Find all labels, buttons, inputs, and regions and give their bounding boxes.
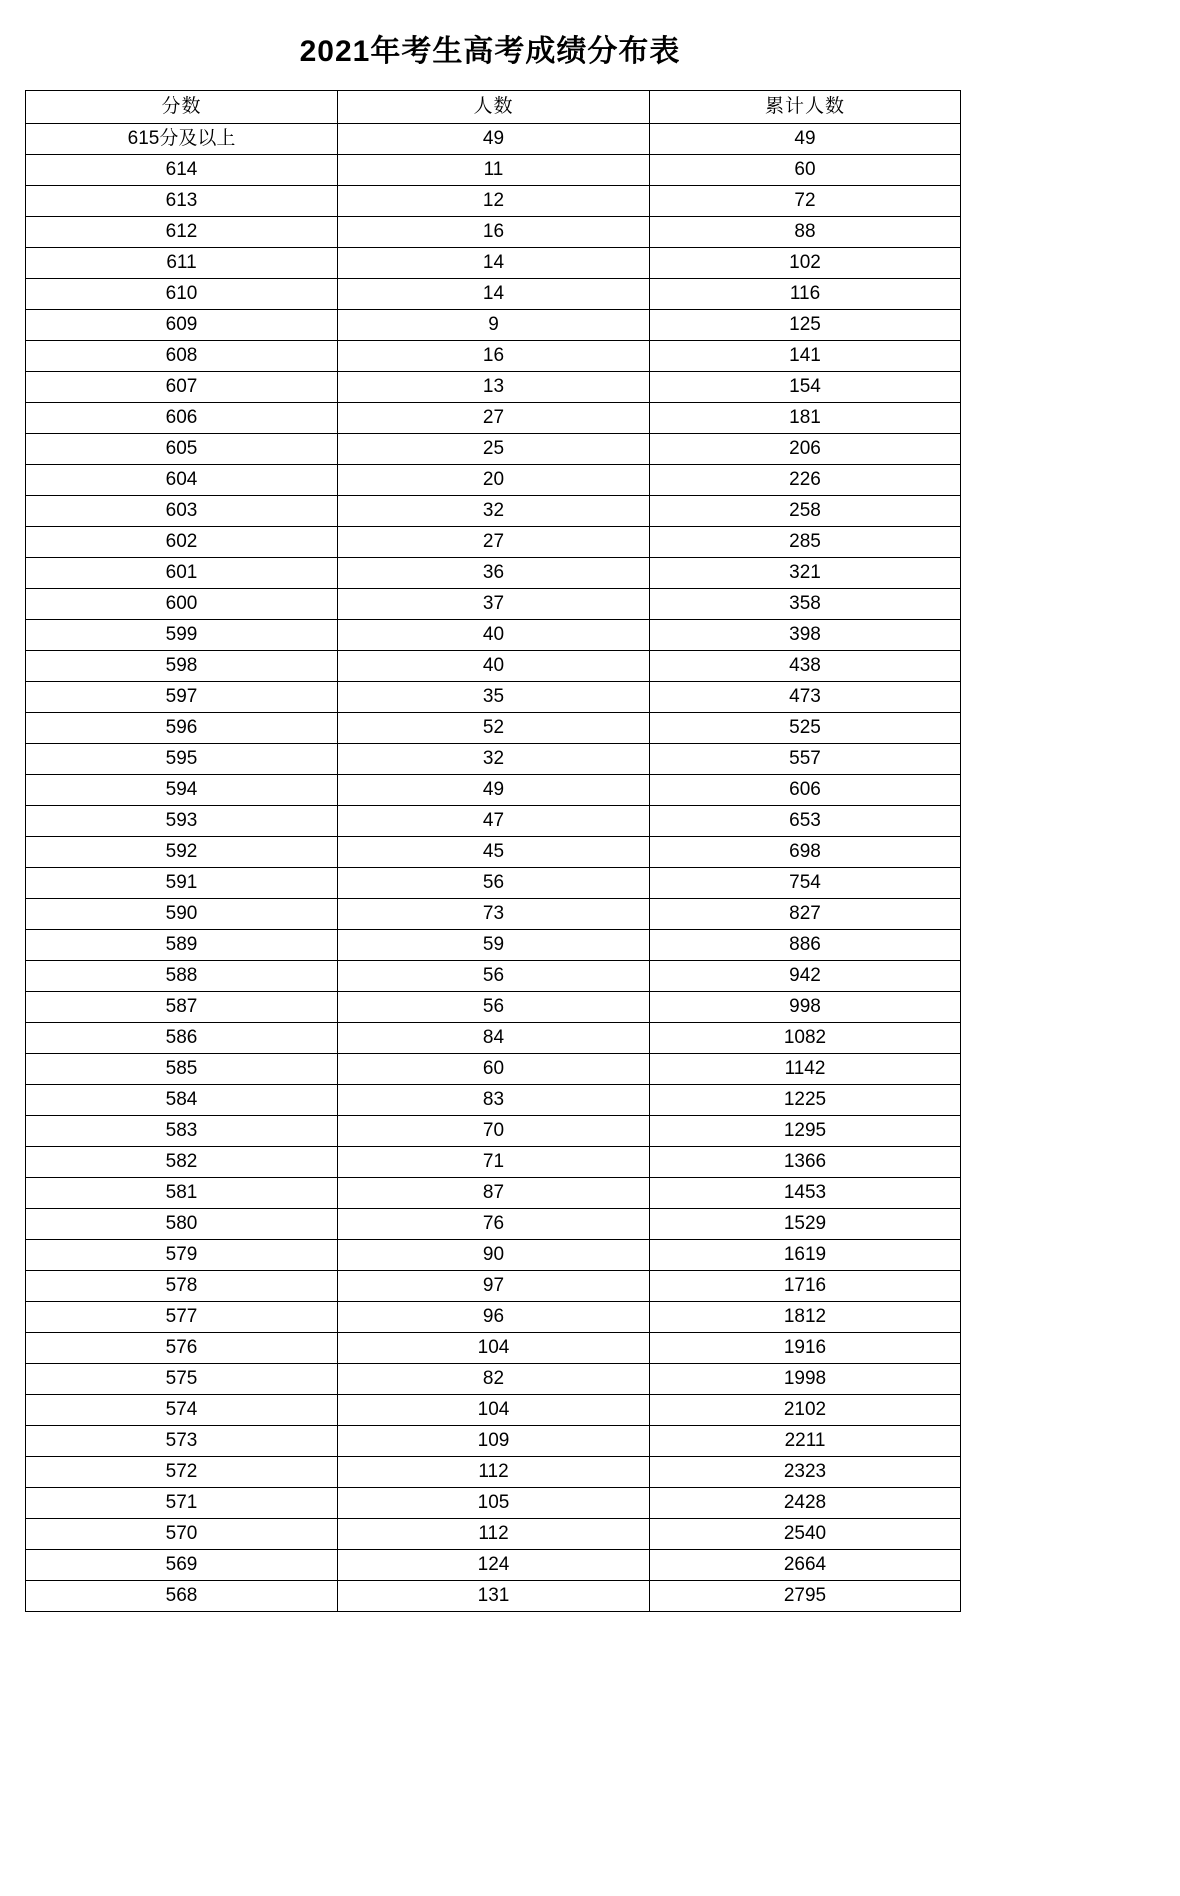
table-row — [26, 1147, 961, 1178]
table-row — [26, 1302, 961, 1333]
score-cell: 585 — [26, 1054, 338, 1085]
score-cell: 579 — [26, 1240, 338, 1271]
table-row — [26, 806, 961, 837]
table-row — [26, 434, 961, 465]
cumulative-cell: 438 — [650, 651, 961, 682]
table-row — [26, 868, 961, 899]
score-cell: 581 — [26, 1178, 338, 1209]
cumulative-cell: 1225 — [650, 1085, 961, 1116]
score-cell: 600 — [26, 589, 338, 620]
cumulative-cell: 285 — [650, 527, 961, 558]
table-row — [26, 930, 961, 961]
table-row — [26, 899, 961, 930]
cumulative-cell: 154 — [650, 372, 961, 403]
cumulative-cell: 1529 — [650, 1209, 961, 1240]
table-row — [26, 713, 961, 744]
score-cell: 610 — [26, 279, 338, 310]
table-body — [26, 124, 961, 1612]
table-row — [26, 310, 961, 341]
cumulative-cell: 321 — [650, 558, 961, 589]
column-header-score: 分数 — [26, 91, 338, 124]
count-cell: 56 — [338, 961, 650, 992]
table-row — [26, 155, 961, 186]
count-cell: 104 — [338, 1395, 650, 1426]
cumulative-cell: 1916 — [650, 1333, 961, 1364]
count-cell: 87 — [338, 1178, 650, 1209]
cumulative-cell: 473 — [650, 682, 961, 713]
count-cell: 71 — [338, 1147, 650, 1178]
score-cell: 609 — [26, 310, 338, 341]
cumulative-cell: 2102 — [650, 1395, 961, 1426]
count-cell: 36 — [338, 558, 650, 589]
cumulative-cell: 2540 — [650, 1519, 961, 1550]
score-cell: 597 — [26, 682, 338, 713]
count-cell: 16 — [338, 341, 650, 372]
count-cell: 13 — [338, 372, 650, 403]
count-cell: 56 — [338, 868, 650, 899]
table-row — [26, 341, 961, 372]
score-cell: 593 — [26, 806, 338, 837]
table-row — [26, 1550, 961, 1581]
table-row — [26, 651, 961, 682]
table-row — [26, 1364, 961, 1395]
count-cell: 52 — [338, 713, 650, 744]
column-header-cumulative: 累计人数 — [650, 91, 961, 124]
cumulative-cell: 827 — [650, 899, 961, 930]
table-row — [26, 682, 961, 713]
score-cell: 614 — [26, 155, 338, 186]
count-cell: 49 — [338, 775, 650, 806]
count-cell: 97 — [338, 1271, 650, 1302]
cumulative-cell: 72 — [650, 186, 961, 217]
score-cell: 588 — [26, 961, 338, 992]
table-row — [26, 248, 961, 279]
score-cell: 587 — [26, 992, 338, 1023]
cumulative-cell: 1812 — [650, 1302, 961, 1333]
table-row — [26, 124, 961, 155]
count-cell: 11 — [338, 155, 650, 186]
table-row — [26, 217, 961, 248]
count-cell: 104 — [338, 1333, 650, 1364]
score-cell: 572 — [26, 1457, 338, 1488]
count-cell: 59 — [338, 930, 650, 961]
count-cell: 124 — [338, 1550, 650, 1581]
score-cell: 602 — [26, 527, 338, 558]
table-row — [26, 620, 961, 651]
count-cell: 112 — [338, 1519, 650, 1550]
table-row — [26, 589, 961, 620]
score-cell: 578 — [26, 1271, 338, 1302]
table-row — [26, 558, 961, 589]
count-cell: 40 — [338, 620, 650, 651]
count-cell: 60 — [338, 1054, 650, 1085]
count-cell: 14 — [338, 279, 650, 310]
cumulative-cell: 998 — [650, 992, 961, 1023]
score-cell: 612 — [26, 217, 338, 248]
score-cell: 573 — [26, 1426, 338, 1457]
table-row — [26, 1519, 961, 1550]
table-row — [26, 1457, 961, 1488]
table-row — [26, 1426, 961, 1457]
cumulative-cell: 698 — [650, 837, 961, 868]
cumulative-cell: 557 — [650, 744, 961, 775]
table-row — [26, 1085, 961, 1116]
table-row — [26, 1395, 961, 1426]
count-cell: 32 — [338, 496, 650, 527]
cumulative-cell: 1295 — [650, 1116, 961, 1147]
cumulative-cell: 1716 — [650, 1271, 961, 1302]
cumulative-cell: 1998 — [650, 1364, 961, 1395]
column-header-count: 人数 — [338, 91, 650, 124]
score-cell: 599 — [26, 620, 338, 651]
cumulative-cell: 141 — [650, 341, 961, 372]
score-cell: 582 — [26, 1147, 338, 1178]
cumulative-cell: 226 — [650, 465, 961, 496]
score-cell: 611 — [26, 248, 338, 279]
table-row — [26, 1240, 961, 1271]
score-cell: 576 — [26, 1333, 338, 1364]
cumulative-cell: 398 — [650, 620, 961, 651]
cumulative-cell: 1142 — [650, 1054, 961, 1085]
cumulative-cell: 125 — [650, 310, 961, 341]
score-cell: 615分及以上 — [26, 124, 338, 155]
cumulative-cell: 60 — [650, 155, 961, 186]
score-cell: 569 — [26, 1550, 338, 1581]
score-cell: 605 — [26, 434, 338, 465]
cumulative-cell: 358 — [650, 589, 961, 620]
table-row — [26, 1116, 961, 1147]
score-cell: 583 — [26, 1116, 338, 1147]
cumulative-cell: 1366 — [650, 1147, 961, 1178]
count-cell: 96 — [338, 1302, 650, 1333]
table-row — [26, 1023, 961, 1054]
score-cell: 608 — [26, 341, 338, 372]
score-cell: 613 — [26, 186, 338, 217]
count-cell: 16 — [338, 217, 650, 248]
score-cell: 589 — [26, 930, 338, 961]
cumulative-cell: 181 — [650, 403, 961, 434]
score-cell: 595 — [26, 744, 338, 775]
count-cell: 109 — [338, 1426, 650, 1457]
score-cell: 577 — [26, 1302, 338, 1333]
table-row — [26, 527, 961, 558]
table-container — [0, 90, 980, 1612]
cumulative-cell: 1453 — [650, 1178, 961, 1209]
page-title: 2021年考生高考成绩分布表 — [299, 35, 681, 68]
table-row — [26, 992, 961, 1023]
score-cell: 598 — [26, 651, 338, 682]
table-row — [26, 1271, 961, 1302]
count-cell: 83 — [338, 1085, 650, 1116]
table-row — [26, 496, 961, 527]
cumulative-cell: 2428 — [650, 1488, 961, 1519]
cumulative-cell: 2664 — [650, 1550, 961, 1581]
score-cell: 568 — [26, 1581, 338, 1612]
count-cell: 37 — [338, 589, 650, 620]
cumulative-cell: 2323 — [650, 1457, 961, 1488]
score-cell: 604 — [26, 465, 338, 496]
cumulative-cell: 606 — [650, 775, 961, 806]
table-row — [26, 1209, 961, 1240]
score-cell: 592 — [26, 837, 338, 868]
count-cell: 25 — [338, 434, 650, 465]
cumulative-cell: 886 — [650, 930, 961, 961]
table-row — [26, 1054, 961, 1085]
score-cell: 574 — [26, 1395, 338, 1426]
score-cell: 601 — [26, 558, 338, 589]
cumulative-cell: 49 — [650, 124, 961, 155]
count-cell: 47 — [338, 806, 650, 837]
count-cell: 73 — [338, 899, 650, 930]
count-cell: 112 — [338, 1457, 650, 1488]
score-distribution-table — [25, 90, 961, 1612]
count-cell: 70 — [338, 1116, 650, 1147]
cumulative-cell: 942 — [650, 961, 961, 992]
cumulative-cell: 258 — [650, 496, 961, 527]
cumulative-cell: 88 — [650, 217, 961, 248]
score-cell: 596 — [26, 713, 338, 744]
table-row — [26, 279, 961, 310]
table-row — [26, 186, 961, 217]
score-cell: 603 — [26, 496, 338, 527]
count-cell: 105 — [338, 1488, 650, 1519]
count-cell: 27 — [338, 403, 650, 434]
cumulative-cell: 116 — [650, 279, 961, 310]
cumulative-cell: 1082 — [650, 1023, 961, 1054]
table-row — [26, 1178, 961, 1209]
table-row — [26, 961, 961, 992]
score-cell: 590 — [26, 899, 338, 930]
score-cell: 591 — [26, 868, 338, 899]
count-cell: 12 — [338, 186, 650, 217]
cumulative-cell: 525 — [650, 713, 961, 744]
count-cell: 9 — [338, 310, 650, 341]
count-cell: 27 — [338, 527, 650, 558]
count-cell: 35 — [338, 682, 650, 713]
score-cell: 584 — [26, 1085, 338, 1116]
cumulative-cell: 653 — [650, 806, 961, 837]
count-cell: 84 — [338, 1023, 650, 1054]
table-row — [26, 1581, 961, 1612]
table-row — [26, 744, 961, 775]
score-cell: 575 — [26, 1364, 338, 1395]
count-cell: 14 — [338, 248, 650, 279]
table-row — [26, 1488, 961, 1519]
cumulative-cell: 2211 — [650, 1426, 961, 1457]
count-cell: 76 — [338, 1209, 650, 1240]
count-cell: 49 — [338, 124, 650, 155]
table-header-row — [26, 91, 961, 124]
count-cell: 20 — [338, 465, 650, 496]
cumulative-cell: 2795 — [650, 1581, 961, 1612]
score-cell: 571 — [26, 1488, 338, 1519]
count-cell: 82 — [338, 1364, 650, 1395]
count-cell: 56 — [338, 992, 650, 1023]
score-cell: 594 — [26, 775, 338, 806]
cumulative-cell: 1619 — [650, 1240, 961, 1271]
table-row — [26, 403, 961, 434]
table-row — [26, 372, 961, 403]
score-cell: 607 — [26, 372, 338, 403]
count-cell: 40 — [338, 651, 650, 682]
count-cell: 131 — [338, 1581, 650, 1612]
count-cell: 90 — [338, 1240, 650, 1271]
table-header — [26, 91, 961, 124]
count-cell: 32 — [338, 744, 650, 775]
table-row — [26, 465, 961, 496]
cumulative-cell: 754 — [650, 868, 961, 899]
table-row — [26, 1333, 961, 1364]
cumulative-cell: 102 — [650, 248, 961, 279]
score-cell: 586 — [26, 1023, 338, 1054]
table-row — [26, 775, 961, 806]
cumulative-cell: 206 — [650, 434, 961, 465]
score-cell: 580 — [26, 1209, 338, 1240]
table-row — [26, 837, 961, 868]
score-cell: 606 — [26, 403, 338, 434]
count-cell: 45 — [338, 837, 650, 868]
score-cell: 570 — [26, 1519, 338, 1550]
